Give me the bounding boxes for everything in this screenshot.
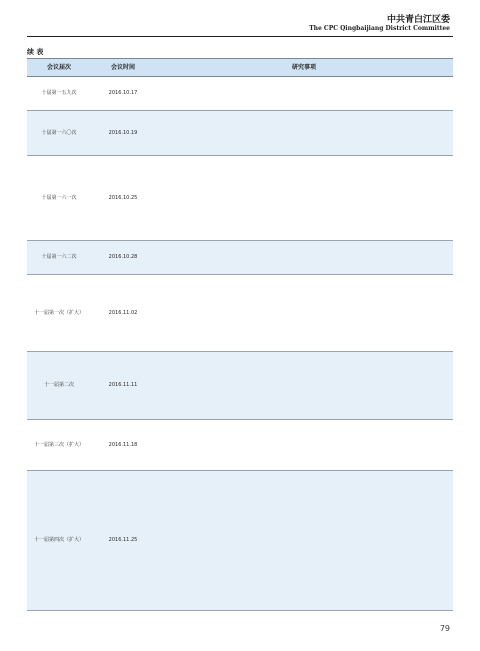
session-cell: 十届第一六〇次	[27, 111, 91, 156]
meeting-records-table	[27, 58, 453, 611]
items-cell	[155, 77, 453, 111]
table-row	[27, 471, 453, 611]
page-header-title: 中共青白江区委	[386, 15, 450, 25]
date-cell: 2016.10.28	[91, 241, 155, 275]
session-cell: 十届第一六二次	[27, 241, 91, 275]
date-cell: 2016.10.25	[91, 156, 155, 241]
date-cell: 2016.11.25	[91, 471, 155, 611]
session-cell: 十一届第三次（扩大）	[27, 420, 91, 471]
date-cell: 2016.11.02	[91, 275, 155, 352]
date-cell: 2016.11.11	[91, 352, 155, 420]
session-cell: 十届第一五九次	[27, 77, 91, 111]
header-divider	[27, 36, 453, 37]
page-header-subtitle: The CPC Qingbaijiang District Committee	[309, 25, 450, 32]
table-row	[27, 275, 453, 352]
items-cell	[155, 352, 453, 420]
session-cell: 十一届第二次	[27, 352, 91, 420]
table-row	[27, 77, 453, 111]
column-header-date: 会议时间	[91, 59, 155, 77]
table-row	[27, 241, 453, 275]
table-row	[27, 156, 453, 241]
table-header-row	[27, 59, 453, 77]
items-cell	[155, 111, 453, 156]
items-cell	[155, 241, 453, 275]
table-row	[27, 352, 453, 420]
session-cell: 十一届第四次（扩大）	[27, 471, 91, 611]
column-header-items: 研究事项	[155, 59, 453, 77]
items-cell	[155, 420, 453, 471]
table-row	[27, 420, 453, 471]
session-cell: 十一届第一次（扩大）	[27, 275, 91, 352]
continued-label: 续 表	[27, 48, 44, 56]
items-cell	[155, 275, 453, 352]
date-cell: 2016.10.19	[91, 111, 155, 156]
date-cell: 2016.10.17	[91, 77, 155, 111]
table-row	[27, 111, 453, 156]
page-number: 79	[439, 624, 450, 633]
session-cell: 十届第一六一次	[27, 156, 91, 241]
items-cell	[155, 156, 453, 241]
items-cell	[155, 471, 453, 611]
column-header-session: 会议届次	[27, 59, 91, 77]
date-cell: 2016.11.18	[91, 420, 155, 471]
